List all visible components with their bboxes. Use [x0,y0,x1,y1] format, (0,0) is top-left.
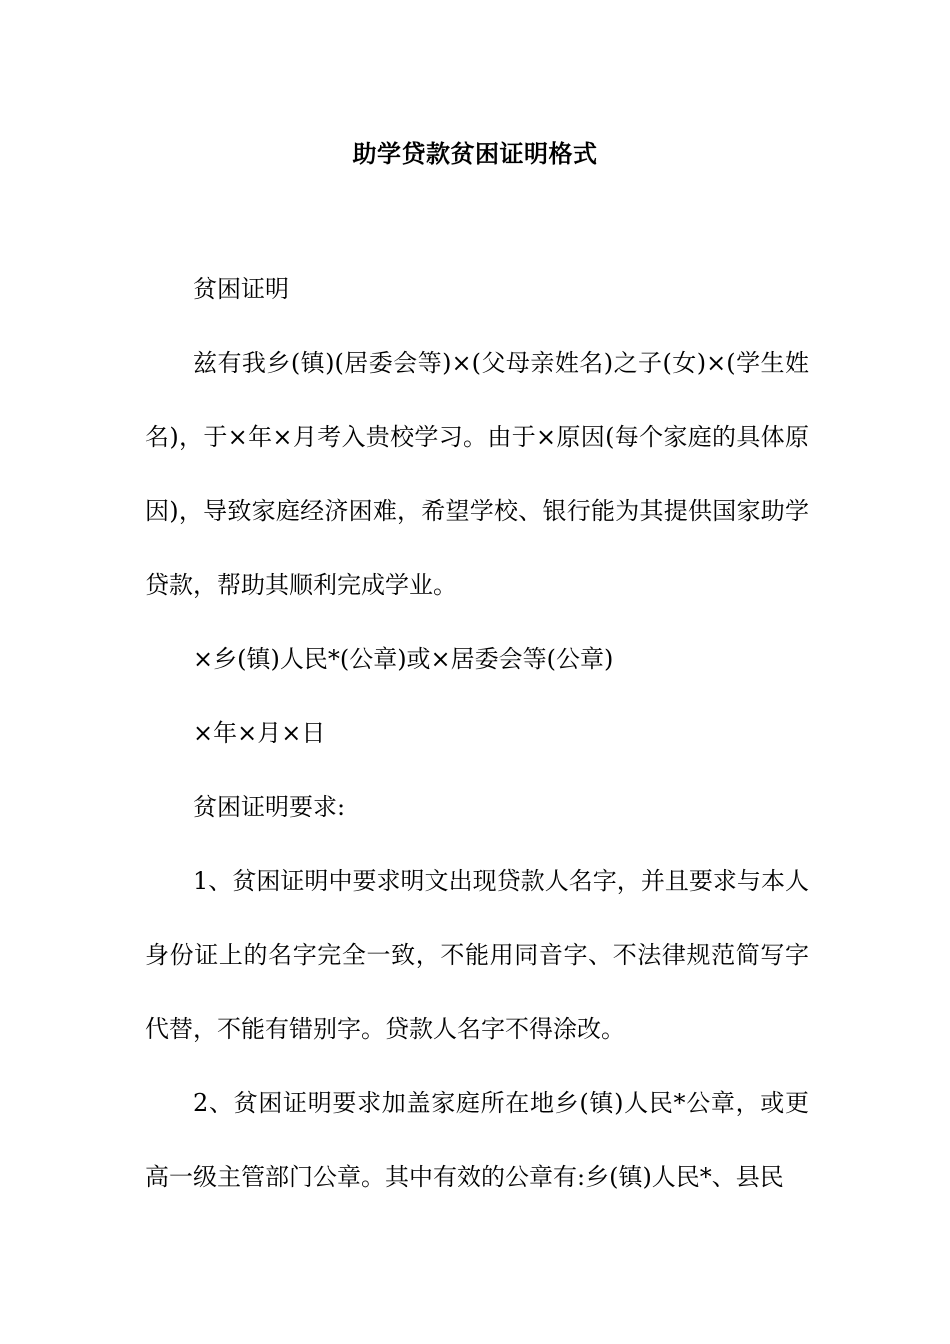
paragraph-requirement-1: 1、贫困证明中要求明文出现贷款人名字，并且要求与本人身份证上的名字完全一致，不能用同音字、不法律规范简写字代替，不能有错别字。贷款人名字不得涂改。 [145,867,809,1043]
paragraph-seal-line: ×乡(镇)人民*(公章)或×居委会等(公章) [193,645,614,673]
paragraph-date-line: ×年×月×日 [193,719,326,747]
paragraph-requirement-2: 2、贫困证明要求加盖家庭所在地乡(镇)人民*公章，或更高一级主管部门公章。其中有效的公章有:乡(镇)人民*、县民 [145,1089,809,1191]
document-title: 助学贷款贫困证明格式 [352,139,598,168]
paragraph-requirements-heading: 贫困证明要求: [193,793,346,821]
document-body [145,252,809,1214]
paragraph-certificate-content: 兹有我乡(镇)(居委会等)×(父母亲姓名)之子(女)×(学生姓名)，于×年×月考入贵校学习。由于×原因(每个家庭的具体原因)，导致家庭经济困难，希望学校、银行能为其提供国家助学贷款，帮助其顺利完成学业。 [145,349,809,599]
paragraph-certificate-heading: 贫困证明 [193,275,289,303]
